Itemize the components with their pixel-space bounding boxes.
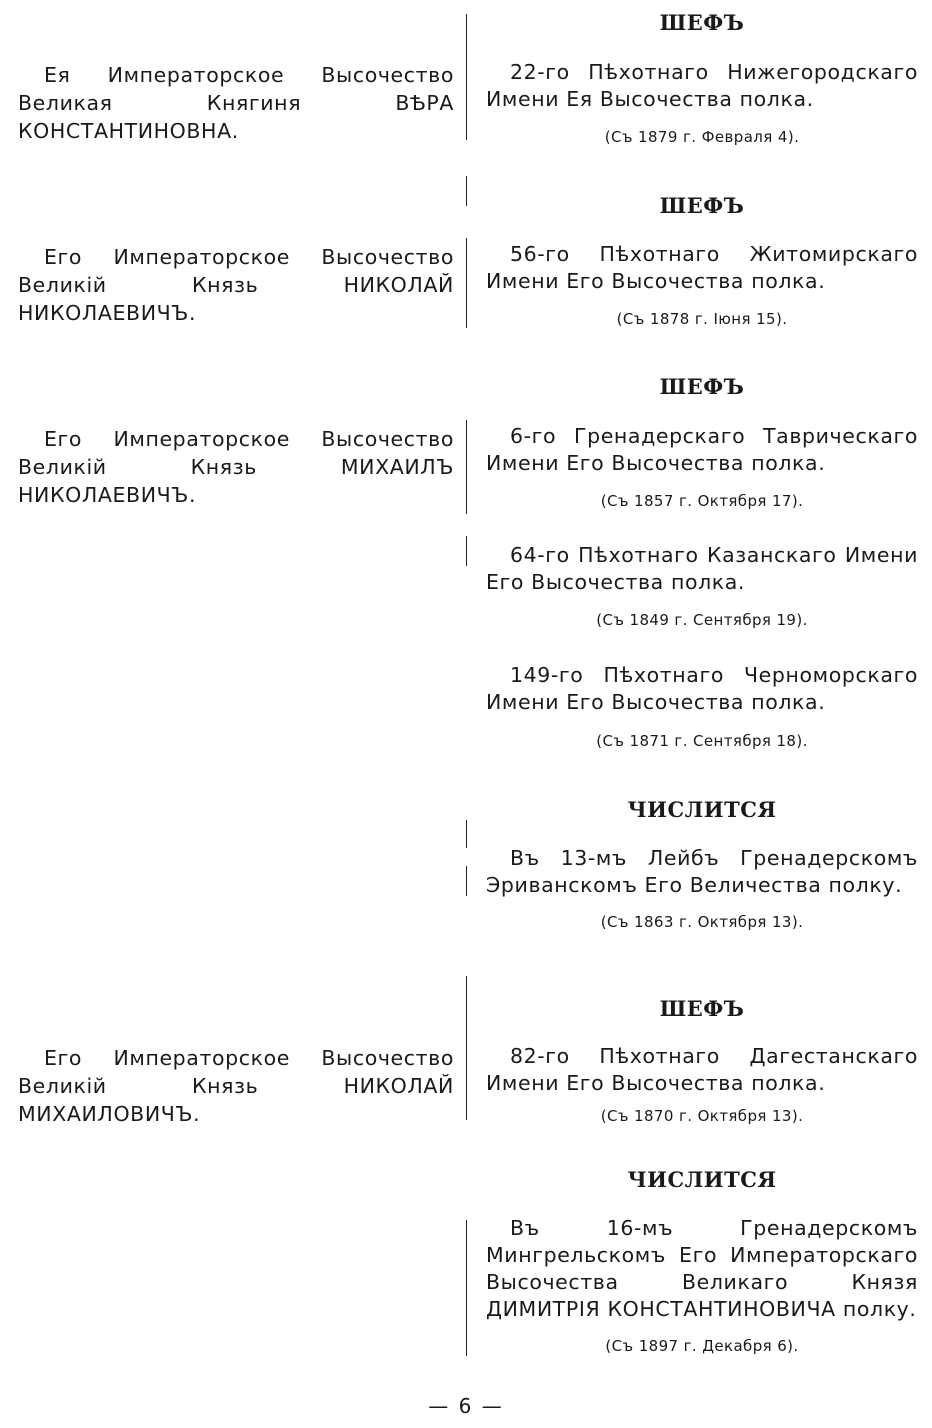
column-divider (466, 536, 467, 566)
entry-date: (Съ 1870 г. Октября 13). (600, 1107, 804, 1125)
person-name: Ея Императорское Высочество Великая Княгиня ВѢРА КОНСТАНТИНОВНА. (18, 63, 454, 143)
column-divider (466, 820, 467, 848)
person-name: Его Императорское Высочество Великій Князь НИКОЛАЙ МИХАИЛОВИЧЪ. (18, 1046, 454, 1126)
section-heading: ЧИСЛИТСЯ (627, 1167, 777, 1192)
entry-date: (Съ 1849 г. Сентября 19). (596, 611, 808, 629)
section-heading: ШЕФЪ (659, 996, 745, 1021)
person-entry (18, 61, 454, 145)
person-entry (18, 243, 454, 327)
column-divider (466, 14, 467, 140)
page-number: — 6 — (428, 1394, 504, 1418)
section-heading: ШЕФЪ (659, 10, 745, 35)
regiment-entry: Въ 16-мъ Гренадерскомъ Мингрельскомъ Его Императорскаго Высочества Великаго Князя ДИМИТРІЯ КОНСТАНТИНОВИЧА полку. (486, 1216, 918, 1321)
person-entry (18, 425, 454, 509)
column-divider (466, 1220, 467, 1356)
entry-date: (Съ 1871 г. Сентября 18). (596, 732, 808, 750)
column-divider (466, 176, 467, 206)
entry-date: (Съ 1878 г. Іюня 15). (616, 310, 788, 328)
person-name: Его Императорское Высочество Великій Князь НИКОЛАЙ НИКОЛАЕВИЧЪ. (18, 245, 454, 325)
entry-date: (Съ 1879 г. Февраля 4). (604, 128, 800, 146)
entry-date: (Съ 1897 г. Декабря 6). (605, 1337, 799, 1355)
section-heading: ШЕФЪ (659, 374, 745, 399)
regiment-entry: 82-го Пѣхотнаго Дагестанскаго Имени Его Высочества полка. (486, 1044, 918, 1095)
regiment-entry: 6-го Гренадерскаго Таврическаго Имени Его Высочества полка. (486, 424, 918, 475)
entry-date: (Съ 1857 г. Октября 17). (600, 492, 804, 510)
regiment-entry: Въ 13-мъ Лейбъ Гренадерскомъ Эриванскомъ Его Величества полку. (486, 846, 918, 897)
person-name: Его Императорское Высочество Великій Князь МИХАИЛЪ НИКОЛАЕВИЧЪ. (18, 427, 454, 507)
regiment-entry: 64-го Пѣхотнаго Казанскаго Имени Его Высочества полка. (486, 543, 918, 594)
entry-date: (Съ 1863 г. Октября 13). (600, 913, 804, 931)
person-entry (18, 1044, 454, 1128)
column-divider (466, 238, 467, 328)
regiment-entry: 22-го Пѣхотнаго Нижегородскаго Имени Ея Высочества полка. (486, 60, 918, 111)
column-divider (466, 866, 467, 896)
column-divider (466, 420, 467, 514)
regiment-entry: 149-го Пѣхотнаго Черноморскаго Имени Его Высочества полка. (486, 663, 918, 714)
section-heading: ЧИСЛИТСЯ (627, 797, 777, 822)
column-divider (466, 976, 467, 1120)
section-heading: ШЕФЪ (659, 193, 745, 218)
regiment-entry: 56-го Пѣхотнаго Житомирскаго Имени Его Высочества полка. (486, 242, 918, 293)
